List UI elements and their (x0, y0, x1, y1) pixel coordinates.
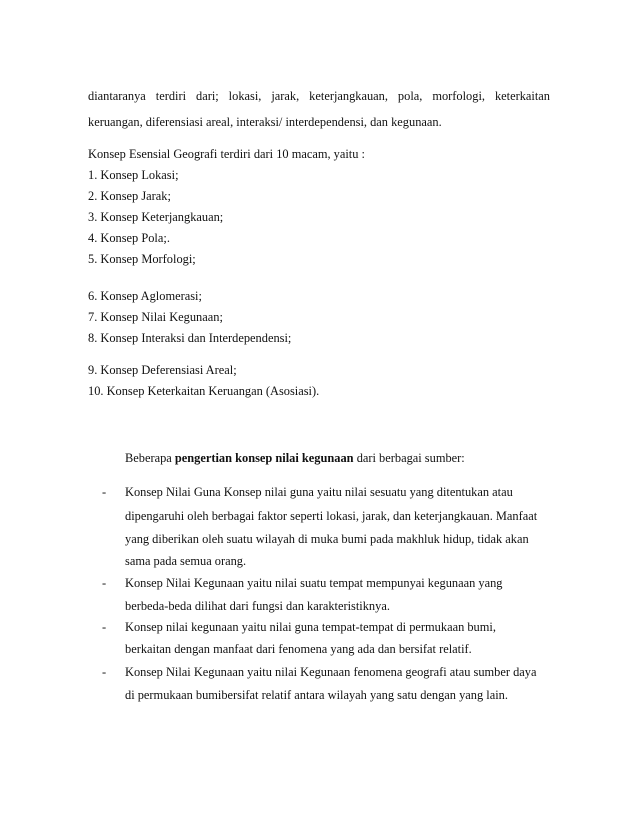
intro-line-1: diantaranya terdiri dari; lokasi, jarak, keterjangkauan, pola, morfologi, keterkaitan (88, 89, 550, 103)
concept-item: 8. Konsep Interaksi dan Interdependensi; (88, 331, 292, 345)
intro-line-2: keruangan, diferensiasi areal, interaksi/ interdependensi, dan kegunaan. (88, 115, 442, 129)
concept-item: 6. Konsep Aglomerasi; (88, 289, 202, 303)
definitions-intro-bold: pengertian konsep nilai kegunaan (174, 451, 354, 465)
definition-line: sama pada semua orang. (125, 554, 247, 568)
bullet-dash: - (102, 665, 107, 679)
concept-item: 5. Konsep Morfologi; (88, 252, 196, 266)
definition-line: berbeda-beda dilihat dari fungsi dan karakteristiknya. (125, 599, 390, 613)
bullet-dash: - (102, 620, 107, 634)
definition-line: Konsep Nilai Kegunaan yaitu nilai Kegunaan fenomena geografi atau sumber daya (125, 665, 537, 679)
concept-item: 9. Konsep Deferensiasi Areal; (88, 363, 237, 377)
definition-line: berkaitan dengan manfaat dari fenomena yang ada dan bersifat relatif. (125, 642, 472, 656)
concepts-heading: Konsep Esensial Geografi terdiri dari 10 macam, yaitu : (88, 147, 365, 161)
definition-line: dipengaruhi oleh berbagai faktor seperti lokasi, jarak, dan keterjangkauan. Manfaat (125, 509, 538, 523)
definition-line: di permukaan bumibersifat relatif antara wilayah yang satu dengan yang lain. (125, 688, 508, 702)
definition-line: yang diberikan oleh suatu wilayah di muka bumi pada makhluk hidup, tidak akan (125, 532, 529, 546)
concept-item: 4. Konsep Pola;. (88, 231, 170, 245)
bullet-dash: - (102, 576, 107, 590)
definition-line: Konsep Nilai Guna Konsep nilai guna yaitu nilai sesuatu yang ditentukan atau (125, 485, 513, 499)
bullet-dash: - (102, 485, 107, 499)
definitions-intro-prefix: Beberapa (125, 451, 172, 465)
definitions-intro (125, 450, 465, 466)
concept-item: 10. Konsep Keterkaitan Keruangan (Asosiasi). (88, 384, 320, 398)
definition-line: Konsep nilai kegunaan yaitu nilai guna tempat-tempat di permukaan bumi, (125, 620, 496, 634)
definitions-intro-suffix: dari berbagai sumber: (356, 451, 465, 465)
definition-line: Konsep Nilai Kegunaan yaitu nilai suatu tempat mempunyai kegunaan yang (125, 576, 503, 590)
concept-item: 3. Konsep Keterjangkauan; (88, 210, 224, 224)
concept-item: 2. Konsep Jarak; (88, 189, 171, 203)
concept-item: 7. Konsep Nilai Kegunaan; (88, 310, 223, 324)
concept-item: 1. Konsep Lokasi; (88, 168, 179, 182)
